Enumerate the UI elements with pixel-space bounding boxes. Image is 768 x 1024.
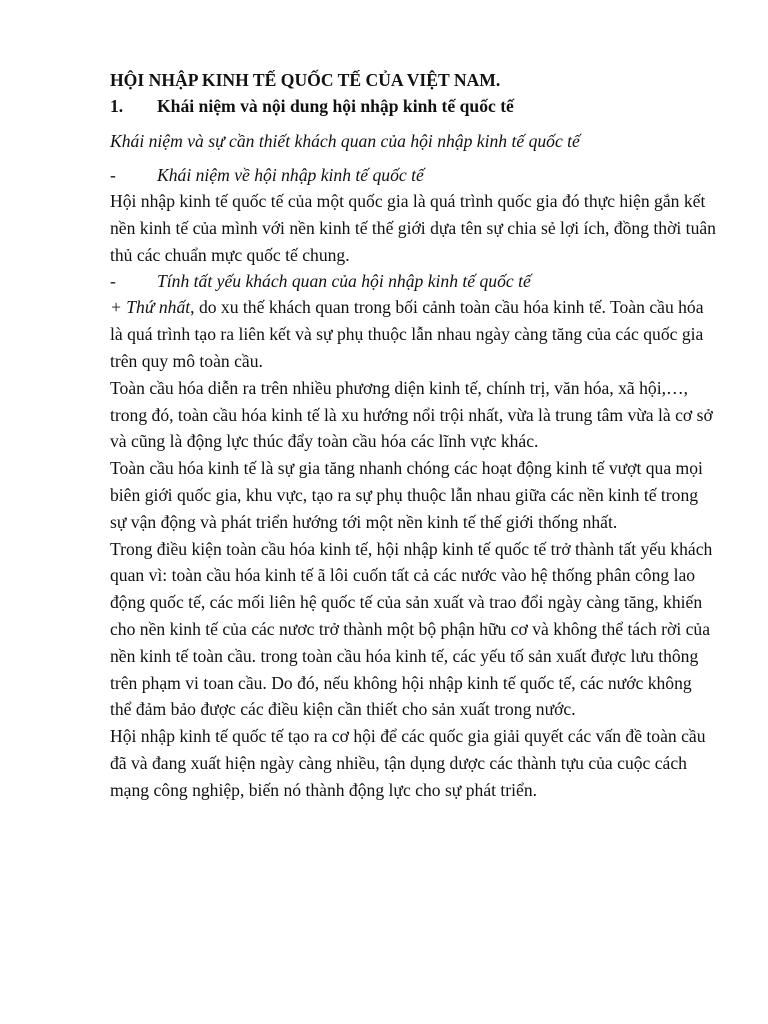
- document-title: HỘI NHẬP KINH TẾ QUỐC TẾ CỦA VIỆT NAM.: [110, 70, 501, 90]
- paragraph-integration-opportunities: Hội nhập kinh tế quốc tế tạo ra cơ hội để các quốc gia giải quyết các vấn đề toàn cầu đã và đang xuất hiện ngày càng nhiều, tận dụng dược các thành tựu của cuộc cách mạng công nghiệp, biến nó thành động lực cho sự phát triển.: [110, 726, 706, 800]
- document-page: [110, 66, 716, 804]
- bullet-concept: [110, 162, 716, 188]
- bullet-necessity-text: Tính tất yếu khách quan của hội nhập kinh tế quốc tế: [157, 271, 531, 292]
- section-heading: [110, 94, 716, 118]
- bullet-necessity: [110, 268, 716, 294]
- paragraph-economic-globalization: Toàn cầu hóa kinh tế là sự gia tăng nhanh chóng các hoạt động kinh tế vượt qua mọi biên giới quốc gia, khu vực, tạo ra sự phụ thuộc lẫn nhau giữa các nền kinh tế trong sự vận động và phát triển hướng tới một nền kinh tế thế giới thống nhất.: [110, 458, 703, 532]
- first-reason-lead: + Thứ nhất: [110, 297, 191, 318]
- bullet-concept-text: Khái niệm về hội nhập kinh tế quốc tế: [157, 165, 424, 185]
- bullet-dash: -: [110, 165, 116, 185]
- paragraph-first-reason: [110, 294, 716, 374]
- section-number: 1.: [110, 96, 124, 116]
- paragraph-integration-conditions: Trong điều kiện toàn cầu hóa kinh tế, hội nhập kinh tế quốc tế trở thành tất yếu khách quan vì: toàn cầu hóa kinh tế ã lôi cuốn tất cả các nước vào hệ thống phân công lao động quốc tế, các mối liên hệ quốc tế của sản xuất và trao đổi ngày càng tăng, khiến cho nền kinh tế của các nươc trở thành một bộ phận hữu cơ và không thể tách rời của nền kinh tế toàn cầu. trong toàn cầu hóa kinh tế, các yếu tố sản xuất được lưu thông trên phạm vi toan cầu. Do đó, nếu không hội nhập kinh tế quốc tế, các nước không thể đảm bảo được các điều kiện cần thiết cho sản xuất trong nước.: [110, 538, 713, 720]
- first-reason-text: , do xu thế khách quan trong bối cảnh toàn cầu hóa kinh tế. Toàn cầu hóa là quá trình tạo ra liên kết và sự phụ thuộc lẫn nhau ngày càng tăng của các quốc gia trên quy mô toàn cầu.: [110, 297, 704, 371]
- bullet-dash: -: [110, 271, 116, 292]
- paragraph-definition: Hội nhập kinh tế quốc tế của một quốc gia là quá trình quốc gia đó thực hiện gắn kết nền kinh tế của mình với nền kinh tế thế giới dựa tên sự chia sẻ lợi ích, đồng thời tuân thủ các chuẩn mực quốc tế chung.: [110, 191, 716, 265]
- paragraph-globalization-aspects: Toàn cầu hóa diễn ra trên nhiều phương diện kinh tế, chính trị, văn hóa, xã hội,…, trong đó, toàn cầu hóa kinh tế là xu hướng nổi trội nhất, vừa là trung tâm vừa là cơ sở và cũng là động lực thúc đẩy toàn cầu hóa các lĩnh vực khác.: [110, 377, 713, 452]
- section-subtitle: Khái niệm và sự cần thiết khách quan của hội nhập kinh tế quốc tế: [110, 131, 580, 151]
- section-heading-text: Khái niệm và nội dung hội nhập kinh tế quốc tế: [157, 96, 514, 116]
